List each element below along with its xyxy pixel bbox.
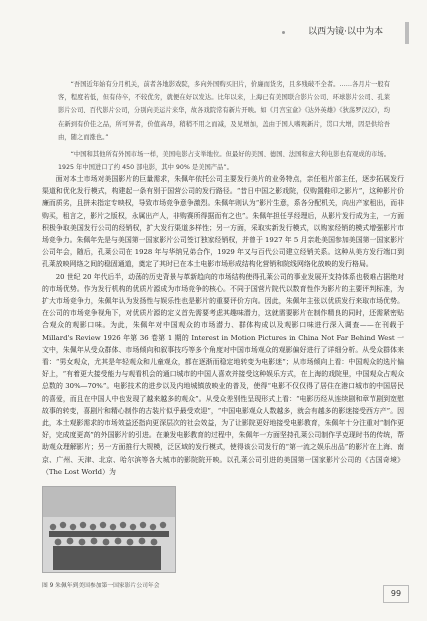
header-dot — [282, 31, 285, 34]
figure-caption: 图 9 朱佩年到美国参加第一国家影片公司年会 — [42, 583, 160, 589]
page-number: 99 — [390, 589, 402, 598]
header-title: 以西为镜·以中为本 — [308, 27, 383, 37]
body-paragraph-2: 20 世纪 20 年代后半，动荡的历史背景与革新趋向的市场结构使得孔莱公司的事业发展开支持体系也极难占据绝对的市场优势。作为发行机构的优质片源成为市场竞争的核心。不同于国营片院代以数育性作为影片的主要评判标准，为扩大市场竞争力，朱佩年认为发扬性与娱乐性也是影片的重要评价方向。因此，朱佩年主张以优质发行来取市场优势。在公司的市场竞争视角下，对优质片源的定义首先需要考虑其趣味潜力，这就需要影片在制作精良的同时，还需紧密贴合观众的观影口味。为此，朱佩年对中国观众的市场潜力、群体构成以及观影口味进行深入调查——在刊载于 Millard's Review 1926 年第 36 卷第 1 期的 Interest in Motion Pictures in China Not Far Behind West 一文中，朱佩年从受众群体、市场倾向和叙事技巧等多个角度对中国市场观众的观影偏好进行了详细分析。从受众群体来看：“男女观众，尤其是年轻观众和儿童观众，都在逐渐而稳定地转变为电影迷”；从市场倾向上看：中国观众的选片偏好上，“有着更大接受能力与观看机会的通口城市的中国人喜欢并接受这种娱乐方式，在上海的戏院里，中国观众占观众总数的 30%—70%”。电影技术的进步以及内地城镇放映业的普及，使得“电影不仅仅得了居住在港口城市的中国居民的喜爱，而且在中国人中也发现了越来越多的观众”。从受众差别性呈现形式上看：“电影历经从连续剧和章节剧到宽慰故事的转变，喜剧片和精心制作的古装片似乎最受欢迎”，“中国电影观众人数越多，就会有越多的影迷接受西方产”。因此，本土观影需求的市场效益还指向更深层次的社会效益，为了让影院更好地接受电影教育，朱佩年十分注重对“制作更好，完成度更高”的外国影片的引进。在兼发电影教育的过程中，朱佩年一方面坚持孔莱公司制作孚克现时书的传统，帮助观众理解影片；另一方面推行大规模，泛区域的发行模式，使得该公司发行的“第一流之娱乐出品”的影片在上海、南京、广州、天津、北京、哈尔滨等各大城市的影院院开映。以孔莱公司引进的美国第一国家影片公司的《古国奇境》（The Lost World）为 — [42, 272, 404, 476]
block-quote — [58, 78, 390, 178]
group-photo-illustration — [43, 487, 175, 572]
quote-paragraph-1: “吾国近年始有分月机关，前者各地影戏院，多向外国购买旧片，价廉而货劣，且多残破不全者。……各月片一般有客，程度若低，但有侍卒，不较优劣，就便在好以发达。比年以来，上海已有美国联合影片公司、环球影片公司、孔莱影片公司、百代影片公司，分别向美运片来华，故各戏院常有新片开映。如《月宫宝盒》《达外英雄》《狄荡罗汉汉》，均在新到有价佳之品，所可异者，价值高昂，稍稍不用之而减，及见增加，盖由于国人嗜观新片，贯口大增，因是供给吾由，随之而涨也。” — [58, 81, 390, 141]
body-paragraph-1: 面对本土市场对美国影片的巨量需求，朱佩年依托公司主要发行美片的业务特点，亲任租片部主任，逐步拓展发行渠道和优化发行模式，构建起一条有别于国营公司的发行路径。“昔日中国之影戏院，仅购置鞋印之影片”，这种影片价廉而质劣，且拼未指定专映权，导致市场竞争意争激烈。朱佩年则认为“影片生意，系各分配机关，向出产家租出，而非购买，租言之，影片之版权，永属出产人，非购赛所得据而有之也”。朱佩年担任孚经理后，从影片发行成为主，一方面积极争取美国发行公司的经销权，扩大发行渠道多样性；另一方面，采取实新发行模式，以购家经销的模式增强影片市场竞争力。朱佩年先是与美国第一国家影片公司签订独家经销权，并曾于 1927 年 5 月亲赴美国参加美国第一国家影片公司年会，随后，孔莱公司在 1928 年与华纳兄弟合作，1929 年又与百代公司建立经销关系。这种从美方发行端口到孔莱放映网络之间的稳固通道，奠定了其时已在本土电影市场形成结构化营销和院线网络化放映的发行格局。 — [42, 175, 404, 269]
running-header — [0, 22, 427, 44]
page-number-box — [383, 585, 409, 603]
body-text — [42, 173, 404, 478]
header-rule — [405, 22, 409, 44]
quote-paragraph-2: “中国和其他所有外国市场一样，美国电影占支举地位。但最好的美国、德国、法国和意大利电影也有观成的市场。1925 年中国进口了约 450 部电影，其中 90% 是美国产品”。 — [58, 151, 390, 172]
group-photo — [42, 486, 176, 573]
